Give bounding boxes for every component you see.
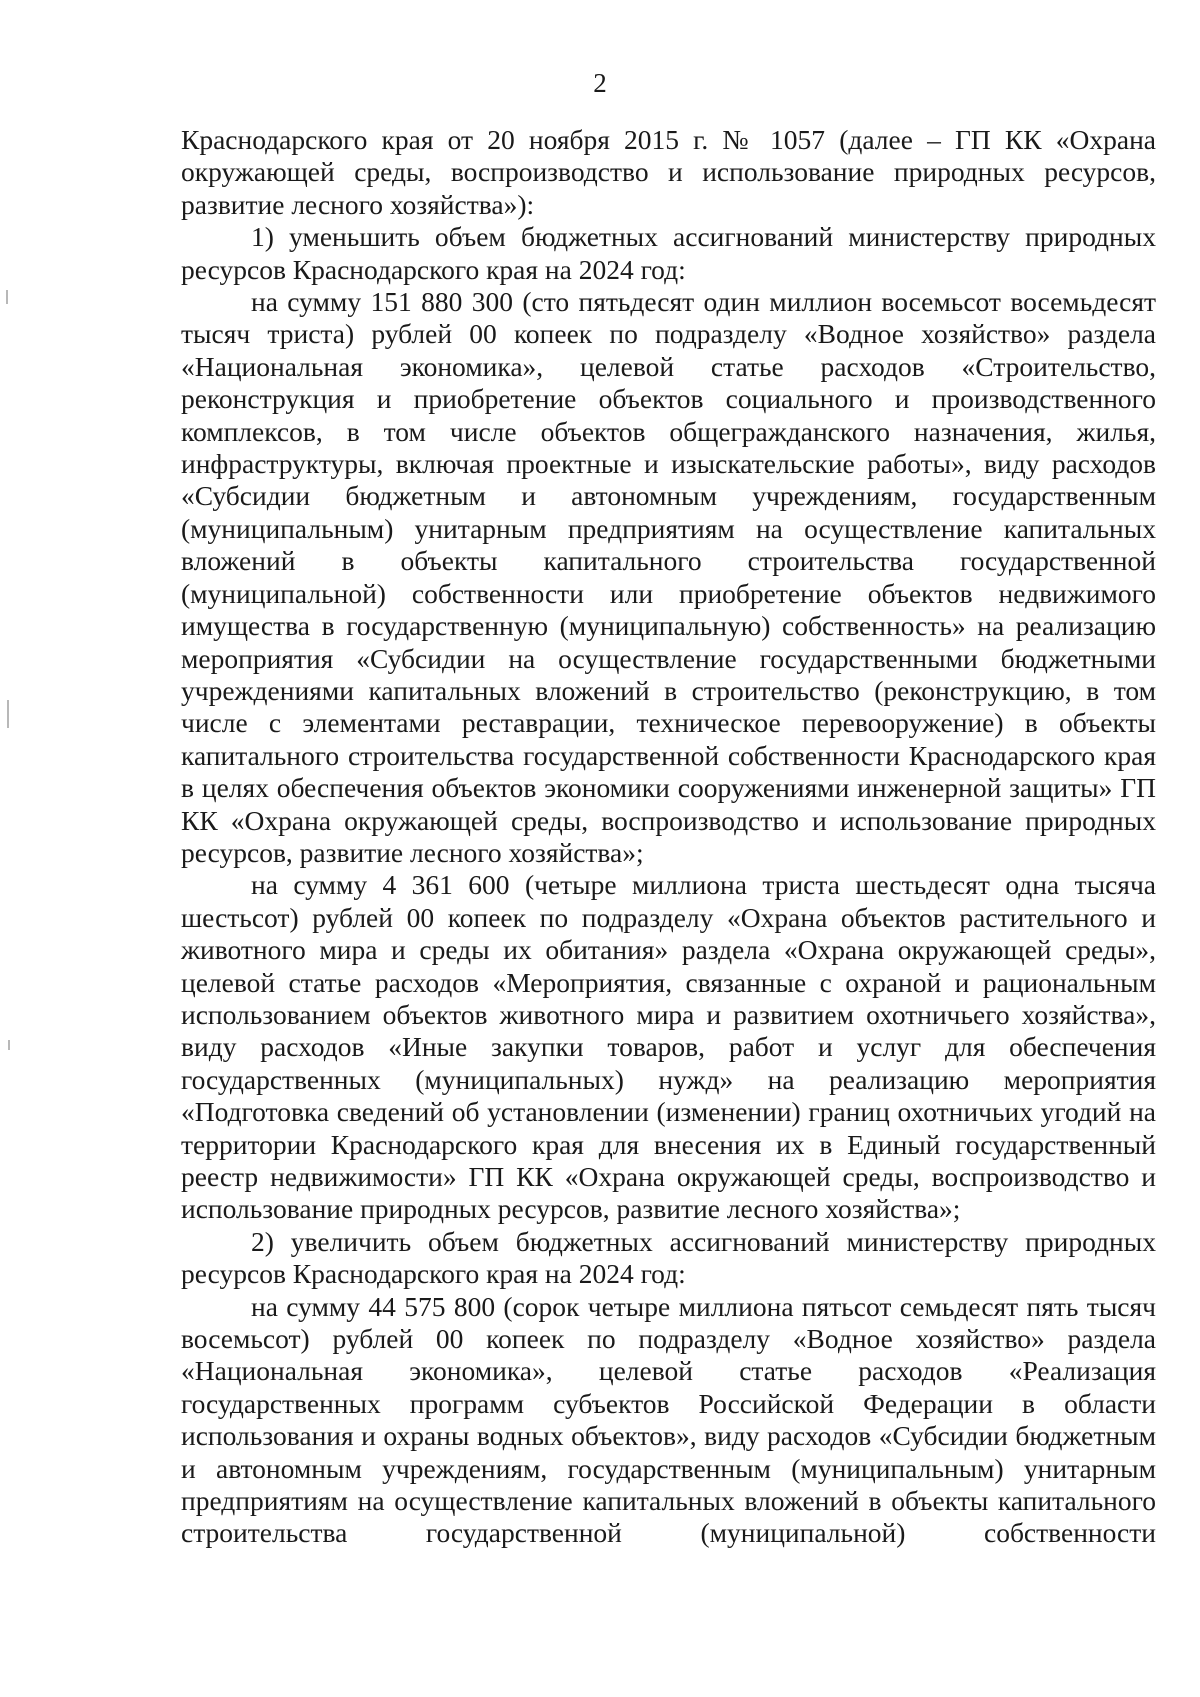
- document-body: [181, 124, 1156, 1550]
- page-number: 2: [593, 68, 607, 98]
- scan-artifact: [8, 1040, 10, 1050]
- paragraph-program-reference: Краснодарского края от 20 ноября 2015 г. № 1057 (далее – ГП КК «Охрана окружающей среды, воспроизводство и использование природных ресурсов, развитие лесного хозяйства»):: [181, 124, 1156, 220]
- paragraph-item-1-decrease: 1) уменьшить объем бюджетных ассигнований министерству природных ресурсов Краснодарского края на 2024 год:: [181, 221, 1156, 285]
- scan-artifact: [6, 290, 8, 304]
- paragraph-amount-4361600: на сумму 4 361 600 (четыре миллиона триста шестьдесят одна тысяча шестьсот) рублей 00 копеек по подразделу «Охрана объектов растительного и животного мира и среды их обитания» раздела «Охрана окружающей среды», целевой статье расходов «Мероприятия, связанные с охраной и рациональным использованием объектов животного мира и развитием охотничьего хозяйства», виду расходов «Иные закупки товаров, работ и услуг для обеспечения государственных (муниципальных) нужд» на реализацию мероприятия «Подготовка сведений об установлении (изменении) границ охотничьих угодий на территории Краснодарского края для внесения их в Единый государственный реестр недвижимости» ГП КК «Охрана окружающей среды, воспроизводство и использование природных ресурсов, развитие лесного хозяйства»;: [181, 869, 1156, 1225]
- scan-artifact: [7, 700, 9, 728]
- paragraph-amount-151880300: на сумму 151 880 300 (сто пятьдесят один миллион восемьсот восемьдесят тысяч триста) рублей 00 копеек по подразделу «Водное хозяйство» раздела «Национальная экономика», целевой статье расходов «Строительство, реконструкция и приобретение объектов социального и производственного комплексов, в том числе объектов общегражданского назначения, жилья, инфраструктуры, включая проектные и изыскательские работы», виду расходов «Субсидии бюджетным и автономным учреждениям, государственным (муниципальным) унитарным предприятиям на осуществление капитальных вложений в объекты капитального строительства государственной (муниципальной) собственности или приобретение объектов недвижимого имущества в государственную (муниципальную) собственность» на реализацию мероприятия «Субсидии на осуществление государственными бюджетными учреждениями капитальных вложений в строительство (реконструкцию, в том числе с элементами реставрации, техническое перевооружение) в объекты капитального строительства государственной собственности Краснодарского края в целях обеспечения объектов экономики сооружениями инженерной защиты» ГП КК «Охрана окружающей среды, воспроизводство и использование природных ресурсов, развитие лесного хозяйства»;: [181, 286, 1156, 868]
- paragraph-item-2-increase: 2) увеличить объем бюджетных ассигнований министерству природных ресурсов Краснодарского края на 2024 год:: [181, 1225, 1156, 1290]
- paragraph-amount-44575800: на сумму 44 575 800 (сорок четыре миллиона пятьсот семьдесят пять тысяч восемьсот) рублей 00 копеек по подразделу «Водное хозяйство» раздела «Национальная экономика», целевой статье расходов «Реализация государственных программ субъектов Российской Федерации в области использования и охраны водных объектов», виду расходов «Субсидии бюджетным и автономным учреждениям, государственным (муниципальным) унитарным предприятиям на осуществление капитальных вложений в объекты капитального строительства государственной (муниципальной) собственности: [181, 1290, 1156, 1549]
